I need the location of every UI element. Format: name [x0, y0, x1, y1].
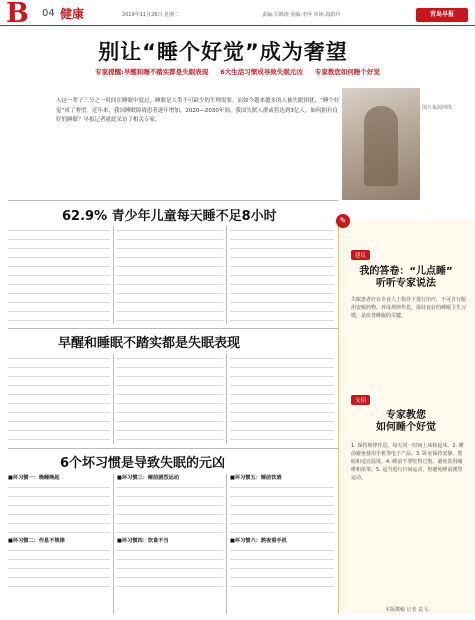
sidebar-body-1: 失眠患者应在专业人士指导下进行治疗，不可自行服用安眠药物。养成规律作息，保持良好的睡眠卫生习惯，是改善睡眠的关键。 [351, 297, 467, 319]
editor-credits: 责编:关锦涛 美编:李萍 审读:周蔚玲 [262, 12, 341, 18]
habit-heading-1: ■坏习惯一：晚睡晚起 [8, 475, 60, 481]
column-divider [113, 354, 114, 444]
habit-heading-5: ■坏习惯五：睡前饮酒 [230, 475, 282, 481]
article-column [8, 474, 110, 614]
text-lines [117, 354, 223, 444]
column-divider [113, 474, 114, 614]
suggestion-tag: 建议 [351, 250, 370, 260]
page-number: 04 [42, 8, 55, 19]
sleeping-person-photo [342, 88, 420, 200]
main-headline: 别让“睡个好觉”成为奢望 [98, 40, 348, 64]
sidebar-title-1 [351, 266, 461, 290]
column-divider [113, 226, 114, 324]
divider [8, 448, 338, 449]
pencil-icon: ✎ [336, 214, 350, 228]
advice-sidebar [338, 220, 475, 614]
issue-date: 2019年11月26日 星期二 [122, 12, 180, 18]
sidebar-body-2: 1. 保持规律作息，每天同一时间上床和起床。2. 睡前避免使用手机等电子产品。3. 卧室保持安静、黑暗和适宜温度。4. 睡前不要吃得过饱，避免饮用咖啡和浓茶。5. 适当进行日间运动，但避免睡前剧烈运动。 [351, 443, 464, 481]
text-lines [117, 546, 223, 591]
divider [8, 328, 338, 329]
text-lines [230, 354, 334, 444]
text-lines [117, 483, 223, 537]
article-column [117, 226, 223, 324]
article-column [230, 474, 334, 614]
section-name: 健康 [60, 7, 85, 21]
section-heading-1: 62.9% 青少年儿童每天睡不足8小时 [62, 209, 277, 224]
text-lines [8, 483, 110, 537]
newspaper-logo: 青岛早报 [416, 8, 468, 22]
article-column [230, 354, 334, 452]
sidebar-title-2a: 专家教您 [386, 410, 426, 421]
habit-heading-2: ■坏习惯二：作息不规律 [8, 538, 65, 544]
article-column [117, 354, 223, 452]
text-lines [8, 354, 110, 444]
text-lines [117, 226, 223, 324]
text-lines [8, 546, 110, 591]
section-heading-2: 早醒和睡眠不踏实都是失眠表现 [58, 336, 241, 351]
sidebar-title-1a: 我的答卷：“儿点睡” [359, 266, 453, 277]
tips-tag: 支招 [351, 395, 370, 405]
intro-paragraph: 人这一辈子三分之一时间在睡眠中度过，睡眠是人类不可缺少的生理需要。而如今越来越多的人被失眠困扰，“睡个好觉”成了奢望。近年来，我国睡眠障碍患者逐年增加，2020—2030年间，我国失眠人群或将达到3亿人。如何拥有良好的睡眠？早报记者就此采访了相关专家。 [56, 98, 340, 123]
column-divider [226, 474, 227, 614]
article-column [230, 226, 334, 324]
sidebar-title-1b: 听听专家说法 [376, 278, 436, 289]
column-divider [226, 354, 227, 444]
habit-heading-4: ■坏习惯四：饮食不当 [117, 538, 169, 544]
habit-heading-3: ■坏习惯三：睡前剧烈运动 [117, 475, 179, 481]
column-divider [226, 226, 227, 324]
subheadline-row [10, 67, 465, 76]
divider [8, 200, 338, 201]
article-column [8, 226, 110, 324]
text-lines [230, 546, 334, 591]
text-lines [230, 226, 334, 324]
masthead [0, 0, 475, 29]
sidebar-title-2 [351, 410, 461, 434]
sidebar-title-2b: 如何睡个好觉 [376, 422, 436, 433]
photo-caption: 图片来源网络 [422, 105, 453, 111]
text-lines [8, 226, 110, 324]
article-column [117, 474, 223, 614]
subheadline-1: 专家提醒:早醒和睡不踏实都是失眠表现 [95, 68, 209, 76]
subheadline-3: 专家教您如何睡个好觉 [314, 68, 380, 76]
text-lines [230, 483, 334, 537]
byline: 本版撰稿 记者 袁飞 [385, 607, 429, 613]
section-letter: B [6, 0, 29, 29]
section-heading-3: 6个坏习惯是导致失眠的元凶 [60, 456, 226, 471]
subheadline-2: 6大生活习惯成导致失眠元凶 [220, 68, 303, 76]
article-column [8, 354, 110, 452]
habit-heading-6: ■坏习惯六：熬夜看手机 [230, 538, 287, 544]
